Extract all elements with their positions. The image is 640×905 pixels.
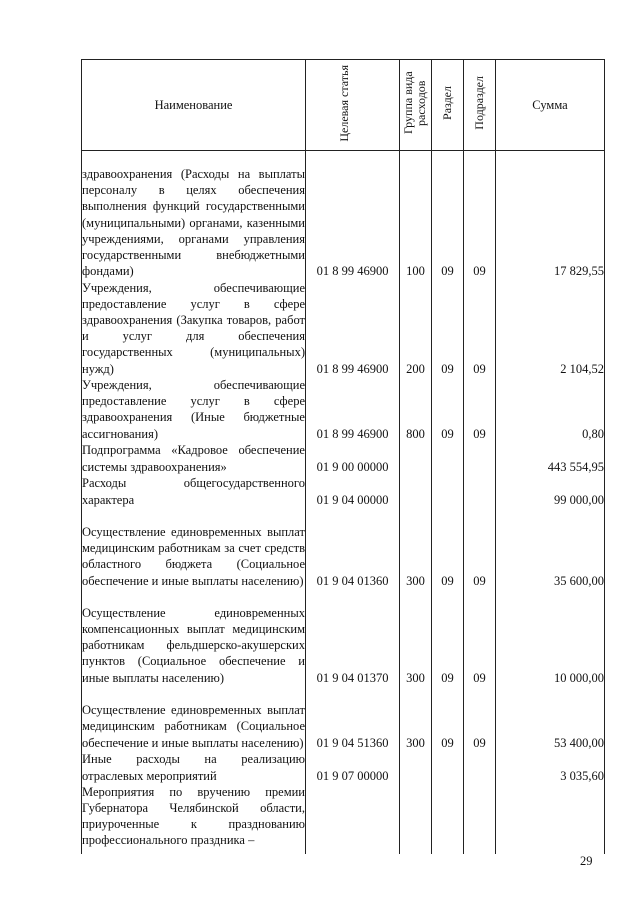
row-sum: 53 400,00 [496, 686, 605, 751]
header-sum: Сумма [496, 60, 605, 151]
row-section: 09 [432, 377, 464, 442]
table-header-row [82, 60, 605, 151]
table-row [82, 442, 605, 475]
row-code: 01 9 00 00000 [306, 442, 400, 475]
row-name: Учреждения, обеспечивающие предоставление услуг в сфере здравоохранения (Закупка товаров, работ и услуг для обеспечения государственных (муниципальных) нужд) [82, 280, 305, 376]
row-section: 09 [432, 280, 464, 377]
row-subsection: 09 [464, 280, 496, 377]
header-subsection-label: Подраздел [471, 76, 486, 130]
header-name: Наименование [82, 60, 306, 151]
row-subsection: 09 [464, 151, 496, 280]
table-row [82, 377, 605, 442]
table-row [82, 751, 605, 784]
row-group: 300 [400, 686, 432, 751]
table-row [82, 784, 605, 854]
row-sum: 2 104,52 [496, 280, 605, 377]
row-code: 01 8 99 46900 [306, 151, 400, 280]
row-code: 01 9 04 01360 [306, 508, 400, 589]
row-section: 09 [432, 589, 464, 686]
row-subsection: 09 [464, 377, 496, 442]
header-code-label: Целевая статья [336, 64, 351, 142]
row-code: 01 9 07 00000 [306, 751, 400, 784]
row-name: Подпрограмма «Кадровое обеспечение системы здравоохранения» [82, 443, 305, 474]
row-subsection: 09 [464, 508, 496, 589]
row-code: 01 9 04 01370 [306, 589, 400, 686]
row-group: 300 [400, 508, 432, 589]
table-row [82, 151, 605, 280]
table-row [82, 686, 605, 751]
header-group [400, 60, 432, 151]
row-group [400, 475, 432, 508]
header-section [432, 60, 464, 151]
row-section [432, 751, 464, 784]
row-group [400, 751, 432, 784]
table-row [82, 589, 605, 686]
row-name: Осуществление единовременных компенсационных выплат медицинским работникам фельдшерско-акушерских пунктов (Социальное обеспечение и иные выплаты населению) [82, 589, 306, 686]
row-name: Осуществление единовременных выплат медицинским работникам за счет средств областного бюджета (Социальное обеспечение и иные выплаты населению) [82, 508, 306, 589]
row-group: 300 [400, 589, 432, 686]
row-subsection [464, 784, 496, 854]
row-group [400, 442, 432, 475]
table-row [82, 508, 605, 589]
row-subsection: 09 [464, 686, 496, 751]
row-subsection: 09 [464, 589, 496, 686]
row-code [306, 784, 400, 854]
row-section [432, 475, 464, 508]
row-sum [496, 784, 605, 854]
header-group-label: Группа вида расходов [400, 71, 428, 135]
row-name: Учреждения, обеспечивающие предоставление услуг в сфере здравоохранения (Иные бюджетные ассигнования) [82, 377, 305, 441]
row-name: Мероприятия по вручению премии Губернатора Челябинской области, приуроченные к празднованию профессионального праздника – [82, 784, 306, 854]
row-sum: 3 035,60 [496, 751, 605, 784]
row-code: 01 8 99 46900 [306, 377, 400, 442]
row-code: 01 9 04 00000 [306, 475, 400, 508]
table-row [82, 475, 605, 508]
budget-table [81, 59, 605, 854]
row-subsection [464, 442, 496, 475]
row-subsection [464, 475, 496, 508]
header-code [306, 60, 400, 151]
row-sum: 443 554,95 [496, 442, 605, 475]
page-number: 29 [580, 854, 593, 868]
row-name: Иные расходы на реализацию отраслевых мероприятий [82, 752, 305, 783]
row-group: 200 [400, 280, 432, 377]
row-subsection [464, 751, 496, 784]
row-section: 09 [432, 508, 464, 589]
row-sum: 17 829,55 [496, 151, 605, 280]
row-name: Расходы общегосударственного характера [82, 476, 305, 507]
row-code: 01 9 04 51360 [306, 686, 400, 751]
row-section: 09 [432, 151, 464, 280]
header-section-label: Раздел [439, 86, 454, 120]
row-group: 800 [400, 377, 432, 442]
row-sum: 99 000,00 [496, 475, 605, 508]
row-group [400, 784, 432, 854]
row-code: 01 8 99 46900 [306, 280, 400, 377]
table-row [82, 280, 605, 377]
row-name: здравоохранения (Расходы на выплаты персоналу в целях обеспечения выполнения функций государственными (муниципальными) органами, казенными учреждениями, органами управления государственными внебюджетными фондами) [82, 151, 306, 280]
row-sum: 0,80 [496, 377, 605, 442]
row-sum: 10 000,00 [496, 589, 605, 686]
header-subsection [464, 60, 496, 151]
row-section [432, 784, 464, 854]
row-name: Осуществление единовременных выплат медицинским работникам (Социальное обеспечение и иные выплаты населению) [82, 686, 306, 751]
row-group: 100 [400, 151, 432, 280]
row-sum: 35 600,00 [496, 508, 605, 589]
row-section: 09 [432, 686, 464, 751]
row-section [432, 442, 464, 475]
